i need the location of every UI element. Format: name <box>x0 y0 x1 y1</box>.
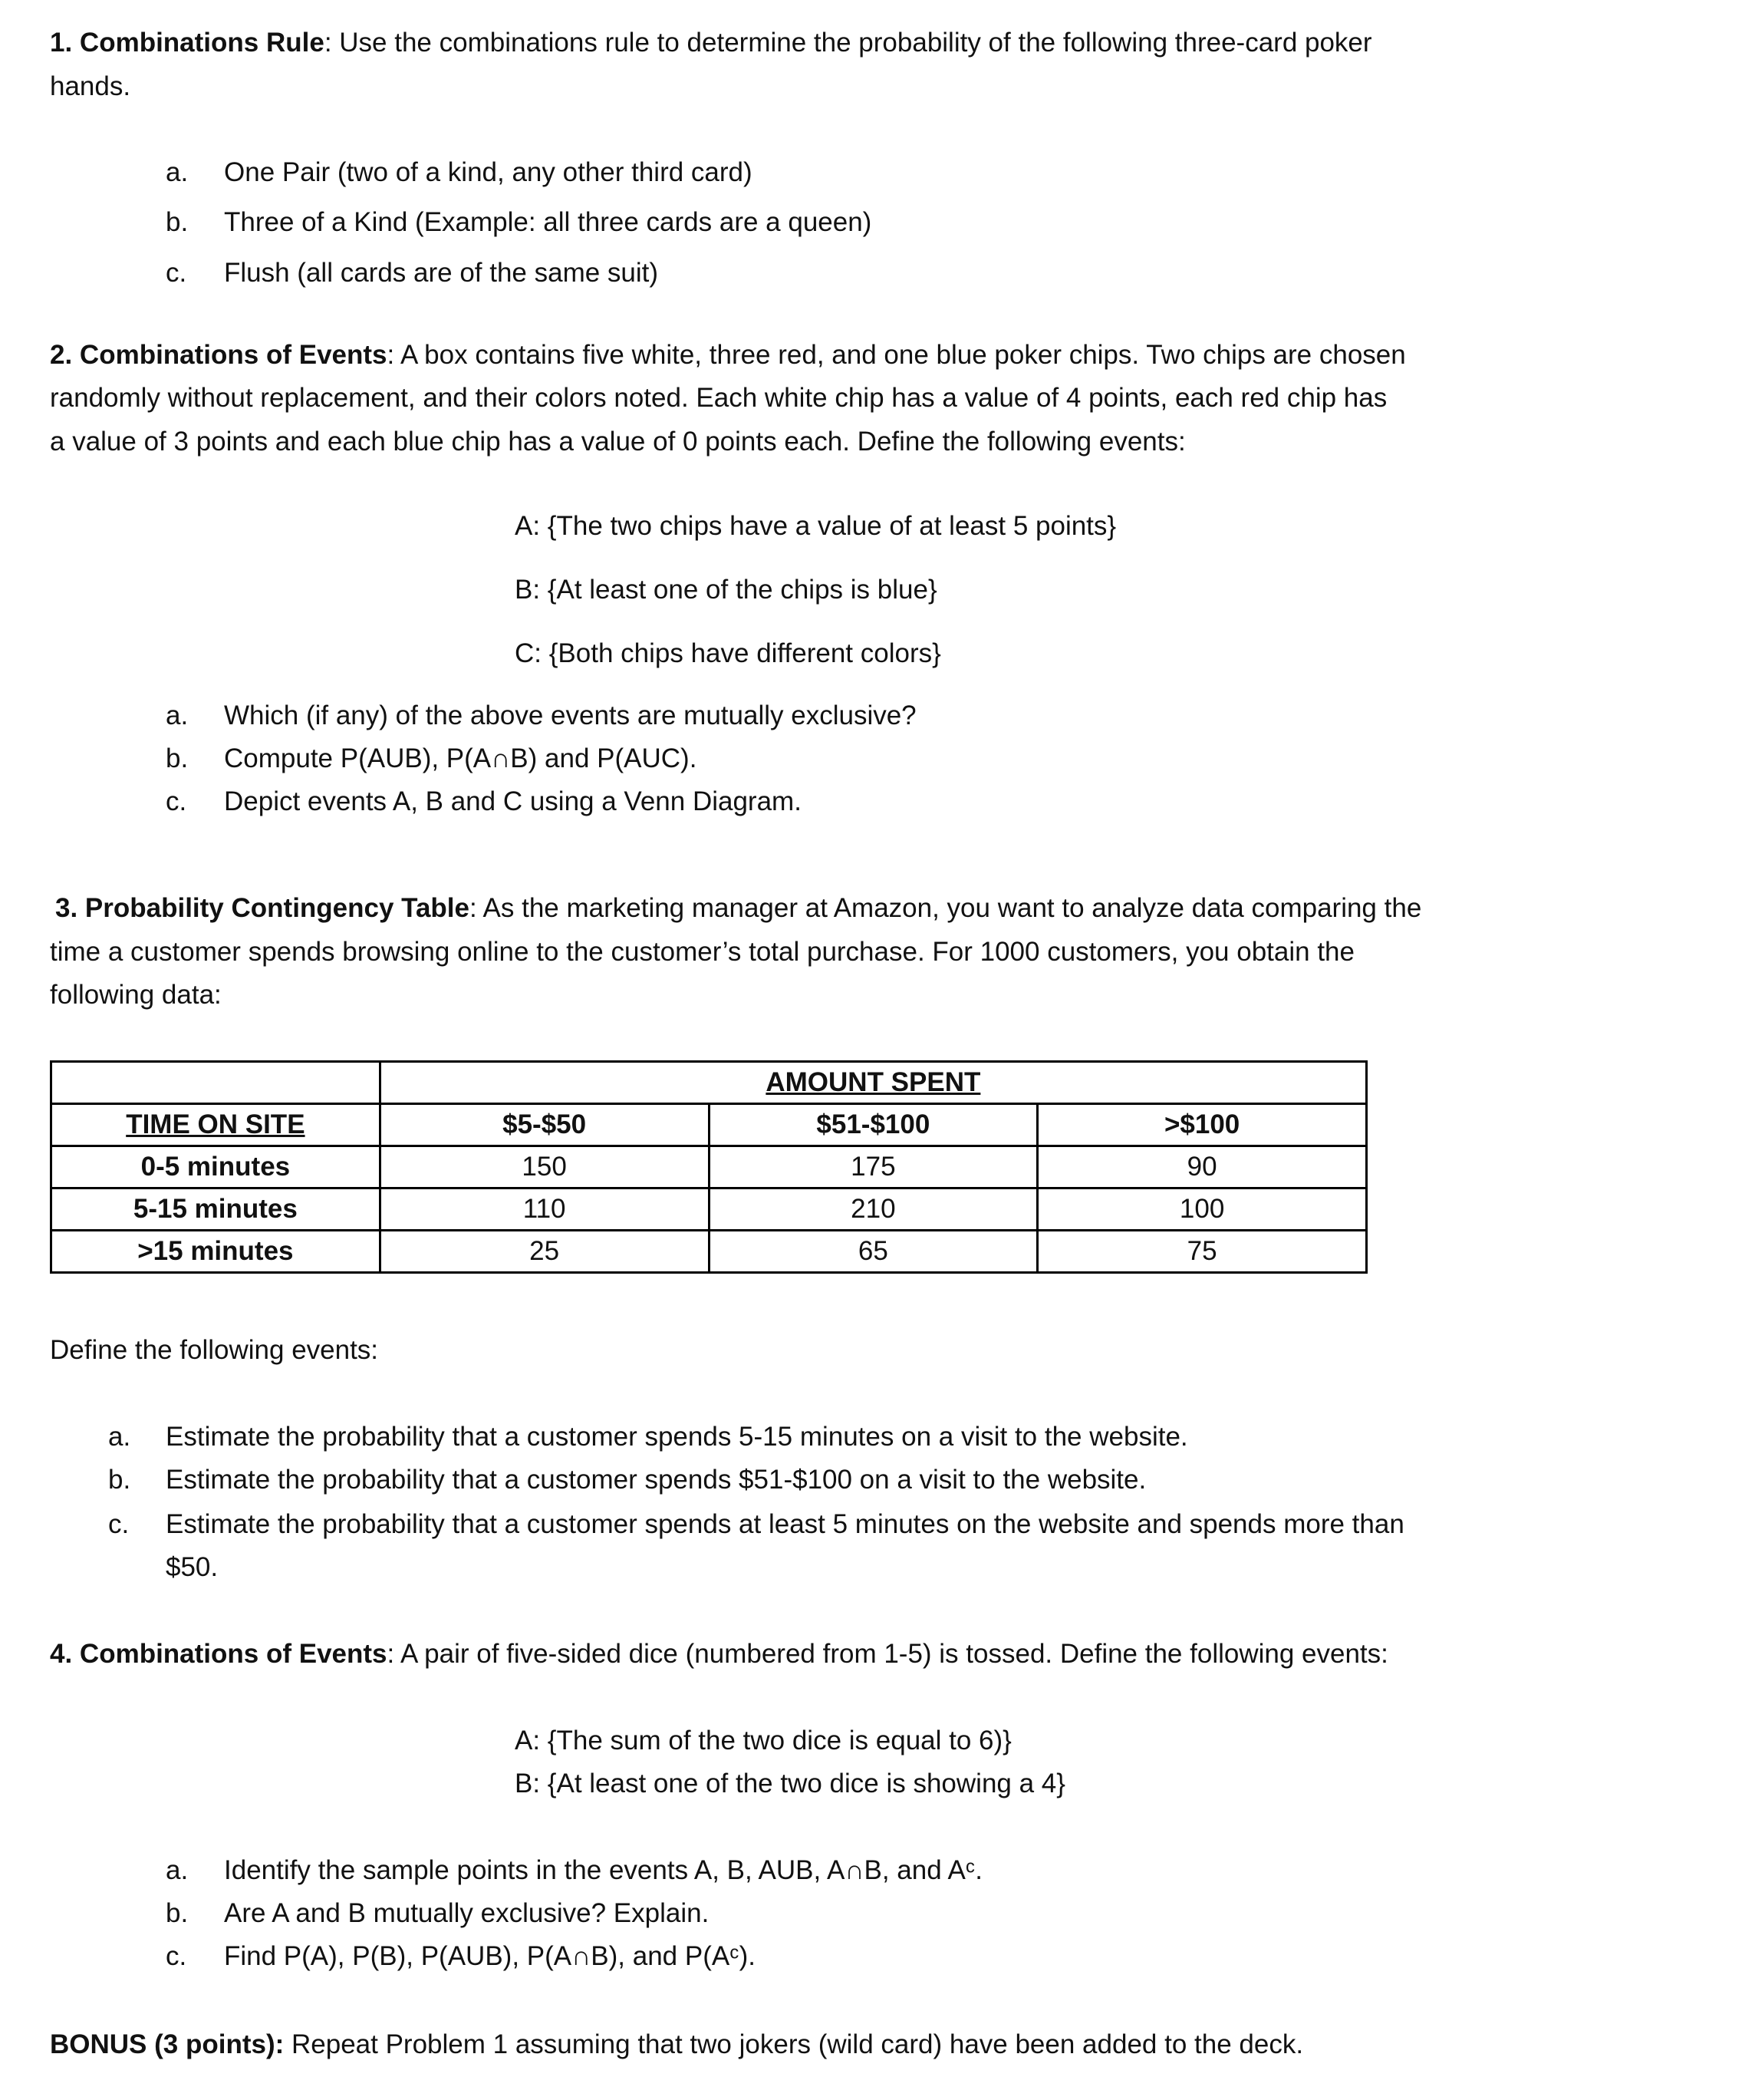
table-header-row <box>51 1104 1367 1146</box>
item-label: a. <box>166 701 189 730</box>
q4-line1 <box>50 1637 1388 1671</box>
item-label: c. <box>166 258 187 288</box>
cell: 175 <box>709 1146 1038 1188</box>
event-a: A: {The two chips have a value of at least 5 points} <box>515 511 1117 541</box>
item-label: a. <box>108 1422 131 1452</box>
row-label: >15 minutes <box>51 1231 380 1273</box>
item-label: a. <box>166 157 189 187</box>
event-b: B: {At least one of the chips is blue} <box>515 575 937 605</box>
q2-line1 <box>50 338 1406 372</box>
table-group-header-row <box>51 1062 1367 1104</box>
q3-text: As the marketing manager at Amazon, you want to analyze data comparing the <box>476 893 1422 923</box>
item-label: b. <box>108 1465 131 1495</box>
q1-line1 <box>50 26 1372 60</box>
table-row <box>51 1146 1367 1188</box>
group-header: AMOUNT SPENT <box>380 1062 1366 1104</box>
item-text: Flush (all cards are of the same suit) <box>224 258 659 288</box>
item-text: Estimate the probability that a customer spends at least 5 minutes on the website and spends more than <box>166 1509 1404 1539</box>
row-header: TIME ON SITE <box>51 1104 380 1146</box>
bonus-text: Repeat Problem 1 assuming that two jokers (wild card) have been added to the deck. <box>284 2029 1304 2059</box>
item-label: b. <box>166 743 189 773</box>
q2-line2: randomly without replacement, and their colors noted. Each white chip has a value of 4 points, each red chip has <box>50 383 1388 413</box>
bonus-label: BONUS (3 points): <box>50 2029 285 2059</box>
table-row <box>51 1231 1367 1273</box>
cell: 65 <box>709 1231 1038 1273</box>
q1-title: 1. Combinations Rule <box>50 28 324 58</box>
column-header: $5-$50 <box>380 1104 709 1146</box>
define-events-label: Define the following events: <box>50 1335 379 1365</box>
q1-text: Use the combinations rule to determine the probability of the following three-card poker <box>331 28 1372 58</box>
item-text: Estimate the probability that a customer spends 5-15 minutes on a visit to the website. <box>166 1422 1188 1452</box>
q2-title: 2. Combinations of Events <box>50 340 387 370</box>
item-text: Depict events A, B and C using a Venn Diagram. <box>224 786 802 816</box>
cell: 75 <box>1038 1231 1367 1273</box>
cell: 150 <box>380 1146 709 1188</box>
item-label: b. <box>166 207 189 237</box>
column-header: >$100 <box>1038 1104 1367 1146</box>
q3-line2: time a customer spends browsing online to the customer’s total purchase. For 1000 customers, you obtain the <box>50 937 1355 967</box>
item-text: Estimate the probability that a customer spends $51-$100 on a visit to the website. <box>166 1465 1147 1495</box>
item-text: Find P(A), P(B), P(AUB), P(A∩B), and P(Aᶜ). <box>224 1941 756 1971</box>
cell: 90 <box>1038 1146 1367 1188</box>
q2-line3: a value of 3 points and each blue chip has a value of 0 points each. Define the following events: <box>50 427 1186 457</box>
colon: : <box>324 28 332 58</box>
q1-line2: hands. <box>50 71 131 101</box>
colon: : <box>469 893 477 923</box>
cell: 210 <box>709 1188 1038 1231</box>
item-label: b. <box>166 1898 189 1928</box>
row-label: 0-5 minutes <box>51 1146 380 1188</box>
column-header: $51-$100 <box>709 1104 1038 1146</box>
item-text: Three of a Kind (Example: all three cards are a queen) <box>224 207 872 237</box>
item-text: Are A and B mutually exclusive? Explain. <box>224 1898 710 1928</box>
cell: 100 <box>1038 1188 1367 1231</box>
item-label: c. <box>166 1941 187 1971</box>
q4-text: A pair of five-sided dice (numbered from 1-5) is tossed. Define the following events: <box>394 1639 1388 1669</box>
item-text: Compute P(AUB), P(A∩B) and P(AUC). <box>224 743 697 773</box>
event-a: A: {The sum of the two dice is equal to 6)} <box>515 1726 1012 1755</box>
event-b: B: {At least one of the two dice is showing a 4} <box>515 1769 1065 1798</box>
item-label: a. <box>166 1855 189 1885</box>
item-label: c. <box>108 1509 130 1539</box>
q3-line3: following data: <box>50 980 222 1010</box>
item-text: One Pair (two of a kind, any other third card) <box>224 157 752 187</box>
empty-cell <box>51 1062 380 1104</box>
bonus-question <box>50 2028 1303 2062</box>
colon: : <box>387 1639 395 1669</box>
item-text: Which (if any) of the above events are mutually exclusive? <box>224 701 917 730</box>
item-text: Identify the sample points in the events A, B, AUB, A∩B, and Aᶜ. <box>224 1855 983 1885</box>
q3-title: 3. Probability Contingency Table <box>55 893 469 923</box>
item-text-continued: $50. <box>166 1552 219 1582</box>
contingency-table <box>50 1060 1368 1274</box>
event-c: C: {Both chips have different colors} <box>515 638 941 668</box>
item-label: c. <box>166 786 187 816</box>
colon: : <box>387 340 395 370</box>
cell: 110 <box>380 1188 709 1231</box>
table-row <box>51 1188 1367 1231</box>
q4-title: 4. Combinations of Events <box>50 1639 387 1669</box>
q3-line1 <box>55 892 1421 925</box>
cell: 25 <box>380 1231 709 1273</box>
row-label: 5-15 minutes <box>51 1188 380 1231</box>
q2-text: A box contains five white, three red, and one blue poker chips. Two chips are chosen <box>394 340 1406 370</box>
